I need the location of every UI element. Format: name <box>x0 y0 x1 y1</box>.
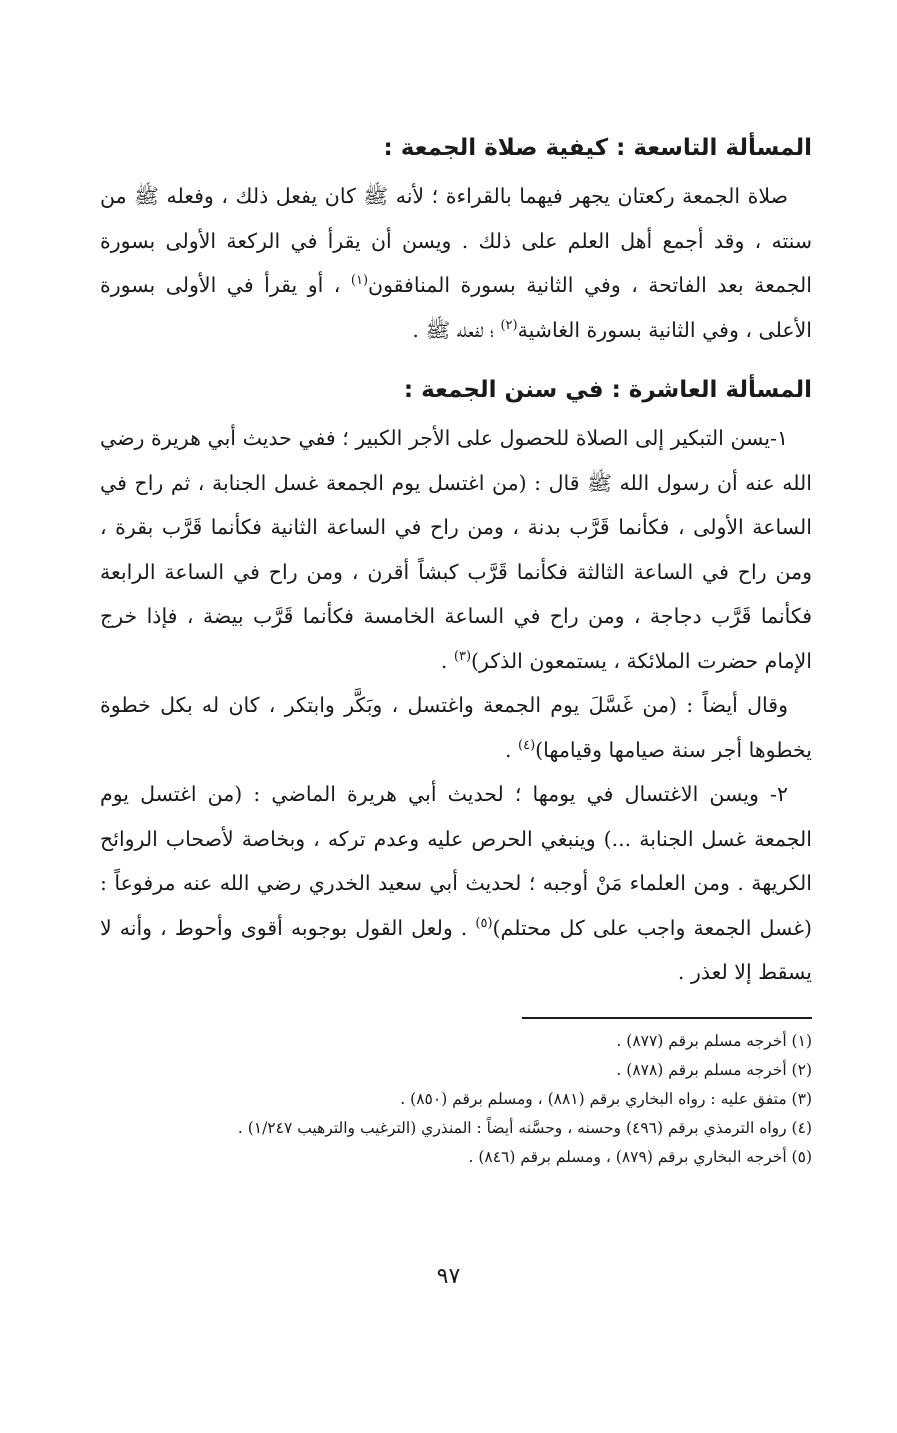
footnote-ref-3[interactable]: (٣) <box>453 648 472 664</box>
footnote-ref-4[interactable]: (٤) <box>518 737 536 753</box>
paragraph-text: ٢- ويسن الاغتسال في يومها ؛ لحديث أبي هريرة الماضي : (من اغتسل يوم الجمعة غسل الجنابة ...) وينبغي الحرص عليه وعدم تركه ، وبخاصة لأصحاب الروائح الكريهة . ومن العلماء مَنْ أوجبه ؛ لحديث أبي سعيد الخدري رضي الله عنه مرفوعاً : (غسل الجمعة واجب على كل محتلم) <box>100 782 812 940</box>
footnote-4: (٤) رواه الترمذي برقم (٤٩٦) وحسنه ، وحسَّنه أيضاً : المنذري (الترغيب والترهيب ١/٢٤٧) . <box>237 1118 812 1137</box>
paragraph-text: . <box>504 737 519 762</box>
paragraph-early-arrival <box>100 416 812 683</box>
paragraph-text: وقال أيضاً : (من غَسَّلَ يوم الجمعة واغتسل ، وبَكَّر وابتكر ، كان له بكل خطوة يخطوها أجر سنة صيامها وقيامها) <box>100 693 812 762</box>
footnote-ref-2[interactable]: (٢) <box>500 317 518 333</box>
footnote-ref-5[interactable]: (٥) <box>475 915 493 931</box>
footnotes <box>100 1027 812 1172</box>
footnote-3: (٣) متفق عليه : رواه البخاري برقم (٨٨١) ، ومسلم برقم (٨٥٠) . <box>400 1089 812 1108</box>
paragraph-text: ١-يسن التبكير إلى الصلاة للحصول على الأجر الكبير ؛ ففي حديث أبي هريرة رضي الله عنه أن رسول الله ﷺ قال : (من اغتسل يوم الجمعة غسل الجنابة ، ثم راح في الساعة الأولى ، فكأنما قَرَّب بدنة ، ومن راح في الساعة الثانية فكأنما قَرَّب بقرة ، ومن راح في الساعة الثالثة فكأنما قَرَّب كبشاً أقرن ، ومن راح في الساعة الرابعة فكأنما قَرَّب دجاجة ، ومن راح في الساعة الخامسة فكأنما قَرَّب بيضة ، فإذا خرج الإمام حضرت الملائكة ، يستمعون الذكر) <box>100 426 812 673</box>
paragraph-friday-prayer <box>100 174 812 352</box>
page-number: ٩٧ <box>436 1264 461 1289</box>
section-heading-10: المسألة العاشرة : في سنن الجمعة : <box>403 377 812 403</box>
paragraph-text: . ولعل القول بوجوبه أقوى وأحوط ، وأنه لا يسقط إلا لعذر . <box>100 915 812 984</box>
footnote-divider <box>522 1017 812 1019</box>
section-heading-9: المسألة التاسعة : كيفية صلاة الجمعة : <box>383 135 812 161</box>
page-body <box>100 128 812 1172</box>
footnote-5: (٥) أخرجه البخاري برقم (٨٧٩) ، ومسلم برقم (٨٤٦) . <box>468 1147 812 1166</box>
footnote-1: (١) أخرجه مسلم برقم (٨٧٧) . <box>616 1031 812 1050</box>
paragraph-bathing <box>100 772 812 995</box>
footnote-ref-1[interactable]: (١) <box>350 273 369 289</box>
footnote-2: (٢) أخرجه مسلم برقم (٨٧٨) . <box>616 1060 812 1079</box>
paragraph-text: ؛ لفعله ﷺ . <box>412 317 501 342</box>
paragraph-text: . <box>440 648 454 673</box>
paragraph-text: صلاة الجمعة ركعتان يجهر فيهما بالقراءة ؛ لأنه ﷺ كان يفعل ذلك ، وفعله ﷺ من سنته ، وقد أجمع أهل العلم على ذلك . ويسن أن يقرأ في الركعة الأولى بسورة الجمعة بعد الفاتحة ، وفي الثانية بسورة المنافقون <box>100 184 812 297</box>
paragraph-bathing-reward <box>100 683 812 772</box>
paragraph-text: ، أو يقرأ في الأولى بسورة الأعلى ، وفي الثانية بسورة الغاشية <box>100 273 812 342</box>
